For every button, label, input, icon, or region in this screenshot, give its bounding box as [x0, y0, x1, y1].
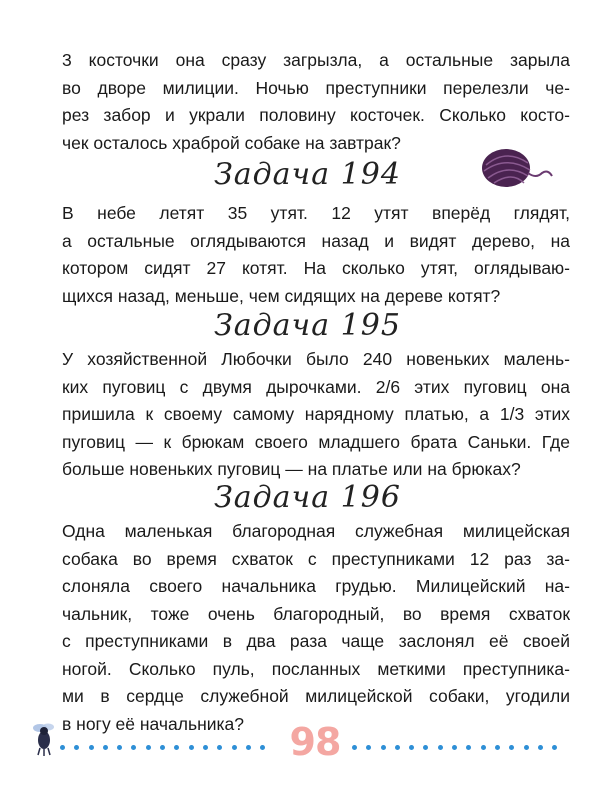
- task-195-line: У хозяйственной Любочки было 240 новеньких малень-: [62, 349, 570, 369]
- task-194-line: щихся назад, меньше, чем сидящих на дереве котят?: [62, 285, 501, 306]
- task-196-line: в ногу её начальника?: [62, 713, 245, 734]
- fly-icon: [28, 718, 62, 758]
- task-194-line: котором сидят 27 котят. На сколько утят, оглядываю-: [62, 258, 570, 278]
- intro-line: во дворе милиции. Ночью преступники перелезли че-: [62, 77, 570, 98]
- footer-dots-right: [352, 745, 557, 751]
- task-196-line: с преступниками в два раза чаще заслонял её своей: [62, 631, 570, 651]
- task-194-title: Задача 194: [214, 157, 401, 192]
- intro-line: 3 косточки она сразу загрызла, а остальные зарыла: [62, 50, 570, 70]
- intro-line: чек осталось храброй собаке на завтрак?: [62, 132, 401, 153]
- page-number: 98: [289, 720, 341, 764]
- task-195-line: ких пуговиц с двумя дырочками. 2/6 этих пуговиц она: [62, 376, 570, 397]
- task-195-title: Задача 195: [214, 308, 401, 343]
- task-196-line: ногой. Сколько пуль, посланных меткими преступника-: [62, 658, 570, 679]
- task-194-line: В небе летят 35 утят. 12 утят вперёд глядят,: [62, 203, 570, 223]
- yarn-ball-icon: [478, 143, 558, 193]
- task-196-line: чальник, тоже очень благородный, во время схваток: [62, 603, 570, 624]
- intro-paragraph: [62, 47, 570, 157]
- task-195-line: пришила к своему самому нарядному платью, а 1/3 этих: [62, 404, 570, 424]
- task-196-title: Задача 196: [214, 480, 401, 515]
- footer-dots-left: [60, 745, 265, 751]
- intro-line: рез забор и украли половину косточек. Сколько косто-: [62, 105, 570, 125]
- task-196-line: собака во время схваток с преступниками 12 раз за-: [62, 548, 570, 569]
- task-196-text: [62, 518, 570, 738]
- task-195-line: пуговиц — к брюкам своего младшего брата Саньки. Где: [62, 431, 570, 452]
- task-195-text: [62, 346, 570, 484]
- task-194-line: а остальные оглядываются назад и видят дерево, на: [62, 230, 570, 251]
- task-196-line: слоняла своего начальника грудью. Милицейский на-: [62, 576, 570, 596]
- task-196-line: ми в сердце служебной милицейской собаки, угодили: [62, 686, 570, 706]
- task-195-line: больше новеньких пуговиц — на платье или на брюках?: [62, 459, 521, 479]
- task-194-text: [62, 200, 570, 310]
- task-196-line: Одна маленькая благородная служебная милицейская: [62, 521, 570, 541]
